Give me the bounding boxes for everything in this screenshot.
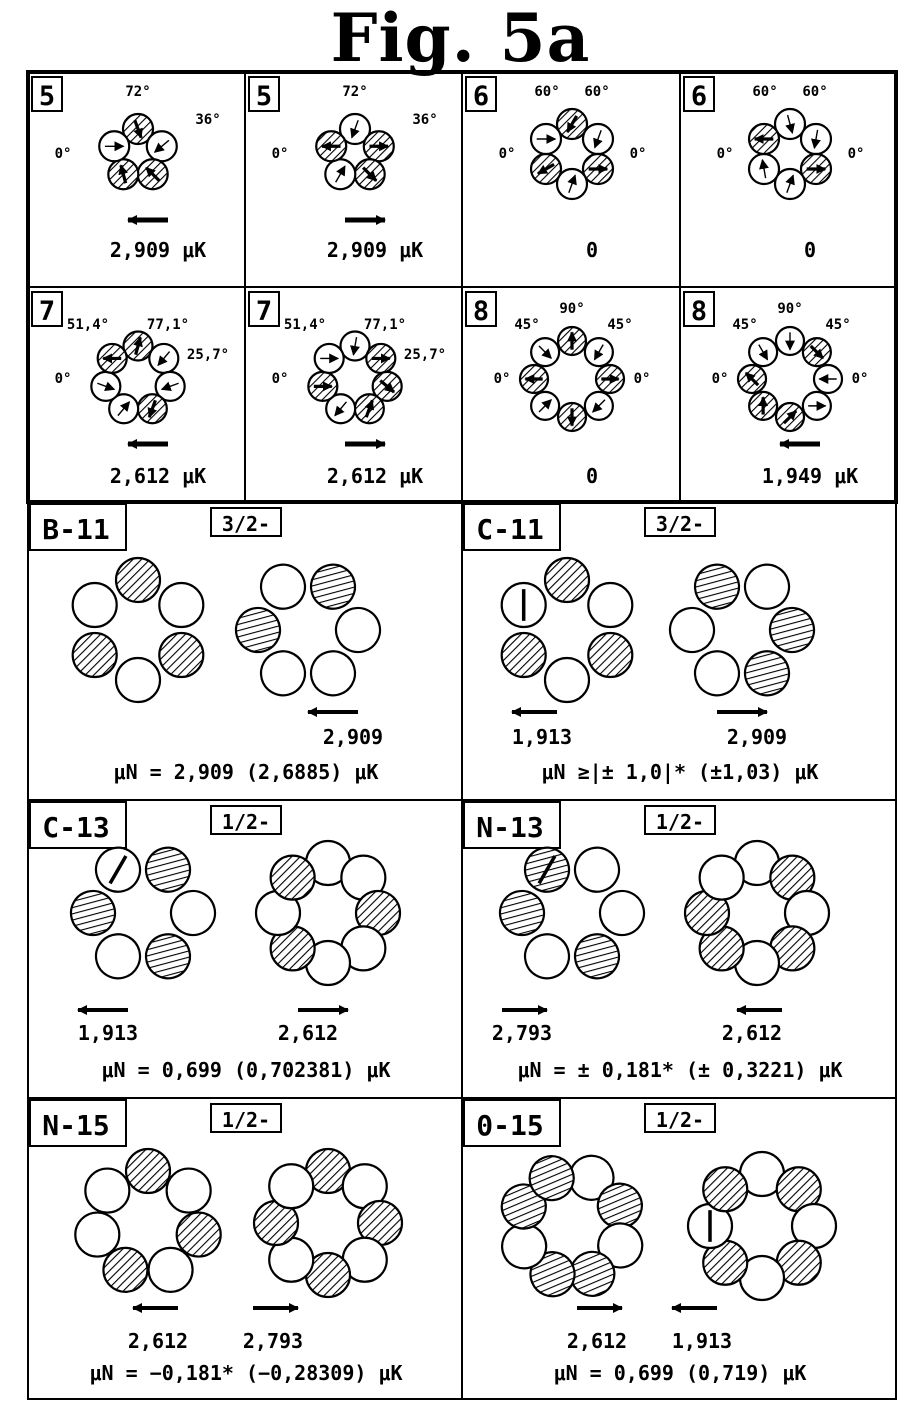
top-panel-7 [684,292,868,488]
moment-value: 1,913 [511,725,573,749]
angle-label: 60° [534,84,560,100]
angle-label: 90° [559,301,585,317]
angle-label: 0° [271,371,289,387]
moment-value: 0 [585,238,599,262]
nucleus-2-cluster-1-ring [256,841,400,985]
moment-value: 2,909 μK [326,238,424,262]
nucleus-1-cluster-0-nucleon-3 [545,658,589,702]
angle-label: 90° [777,301,803,317]
nucleus-panel-0 [30,504,401,784]
nucleon-count: 7 [255,296,273,327]
nucleus-2-cluster-1-nucleon-7 [271,856,315,900]
nucleus-0-cluster-0-nucleon-3 [116,658,160,702]
moment-value: 1,913 [671,1329,733,1353]
nucleus-panel-5 [464,1100,836,1385]
nucleus-0-cluster-0-nucleon-2 [159,633,203,677]
top-panel-3 [684,77,864,262]
nucleus-name: C-11 [476,513,544,546]
figure-title: Fig. 5a [330,0,591,77]
nucleus-1-cluster-0-nucleon-2 [588,633,632,677]
moment-value: 2,612 [277,1021,339,1045]
angle-label: 45° [825,317,851,333]
nucleus-4-cluster-0-nucleon-2 [177,1213,221,1257]
angle-label: 25,7° [403,347,447,363]
angle-label: 72° [342,84,368,100]
nucleon-count: 8 [472,296,490,327]
nucleus-4-cluster-0-nucleon-1 [167,1169,211,1213]
nucleus-4-cluster-0-nucleon-6 [85,1169,129,1213]
spin-parity: 3/2- [221,512,271,536]
top-5-ring [308,332,401,424]
top-1-ring [316,114,394,189]
magnetic-moment-formula: μN = −0,181* (−0,28309) μK [89,1361,403,1385]
angle-label: 60° [584,84,610,100]
nucleus-3-cluster-1-nucleon-7 [700,856,744,900]
angle-label: 0° [847,146,865,162]
nucleus-1-cluster-1-ring [649,535,834,725]
top-panel-0 [32,77,221,262]
moment-value: 2,612 [566,1329,628,1353]
angle-label: 25,7° [186,347,230,363]
magnetic-moment-formula: μN = 0,699 (0,719) μK [553,1361,807,1385]
nucleus-name: N-15 [42,1109,110,1142]
nucleus-0-cluster-0-nucleon-5 [73,583,117,627]
nucleus-4-cluster-0-nucleon-4 [103,1248,147,1292]
nucleus-5-cluster-1-ring [688,1152,836,1300]
nucleus-panel-1 [464,504,835,784]
angle-label: 0° [498,146,516,162]
angle-label: 36° [195,112,221,128]
nucleon-count: 5 [38,81,56,112]
spin-parity: 1/2- [221,810,271,834]
nucleus-5-cluster-0-ring [476,1130,669,1323]
angle-label: 0° [54,146,72,162]
nucleus-0-cluster-0-nucleon-1 [159,583,203,627]
angle-label: 0° [711,371,729,387]
nucleus-1-cluster-0-nucleon-4 [502,633,546,677]
nucleus-panel-3 [464,802,843,1082]
spin-parity: 3/2- [655,512,705,536]
nucleus-name: N-13 [476,811,544,844]
nucleus-name: C-13 [42,811,110,844]
nucleus-4-cluster-0-nucleon-3 [149,1248,193,1292]
angle-label: 45° [607,317,633,333]
nucleus-panel-4 [30,1100,403,1385]
moment-value: 2,612 [721,1021,783,1045]
angle-label: 72° [125,84,151,100]
nucleon-count: 7 [38,296,56,327]
magnetic-moment-formula: μN = 0,699 (0,702381) μK [101,1058,391,1082]
nucleus-4-cluster-0-nucleon-5 [75,1213,119,1257]
angle-label: 0° [493,371,511,387]
moment-value: 2,612 μK [109,464,207,488]
angle-label: 77,1° [146,317,190,333]
moment-value: 2,909 μK [109,238,207,262]
nucleus-0-cluster-0-nucleon-4 [73,633,117,677]
moment-value: 0 [585,464,599,488]
nucleus-name: 0-15 [476,1109,544,1142]
top-0-ring [99,114,177,189]
moment-value: 2,909 [726,725,788,749]
top-6-ring [520,327,624,431]
angle-label: 0° [629,146,647,162]
moment-value: 0 [803,238,817,262]
magnetic-moment-formula: μN ≥|± 1,0|* (±1,03) μK [541,760,819,784]
top-panel-1 [249,77,438,262]
top-panel-2 [466,77,646,262]
top-panel-6 [466,292,650,488]
moment-value: 1,913 [77,1021,139,1045]
angle-label: 0° [54,371,72,387]
nucleus-0-cluster-0-ring [73,558,204,702]
moment-value: 2,793 [491,1021,553,1045]
nucleus-4-cluster-0-ring [75,1149,220,1292]
top-3-ring [749,109,831,199]
moment-value: 2,909 [322,725,384,749]
top-7-ring [738,327,842,431]
nucleus-5-cluster-1-nucleon-7 [703,1167,747,1211]
spin-parity: 1/2- [655,810,705,834]
angle-label: 0° [271,146,289,162]
nucleus-4-cluster-1-nucleon-7 [269,1164,313,1208]
angle-label: 0° [851,371,869,387]
spin-parity: 1/2- [221,1108,271,1132]
top-panel-4 [32,292,229,488]
nucleon-count: 8 [690,296,708,327]
nucleus-3-cluster-1-ring [685,841,829,985]
nucleus-name: B-11 [42,513,110,546]
magnetic-moment-formula: μN = ± 0,181* (± 0,3221) μK [517,1058,843,1082]
nucleus-4-cluster-0-nucleon-0 [126,1149,170,1193]
nucleus-1-cluster-0-ring [502,558,633,702]
angle-label: 45° [732,317,758,333]
moment-value: 2,612 [127,1329,189,1353]
top-panel-5 [249,292,446,488]
angle-label: 45° [514,317,540,333]
top-4-ring [91,332,184,424]
angle-label: 51,4° [66,317,110,333]
nucleus-0-cluster-1-ring [215,535,400,725]
moment-value: 2,793 [242,1329,304,1353]
moment-value: 1,949 μK [761,464,859,488]
nucleus-0-cluster-0-nucleon-0 [116,558,160,602]
nucleon-count: 6 [472,81,490,112]
nucleus-1-cluster-0-nucleon-1 [588,583,632,627]
spin-parity: 1/2- [655,1108,705,1132]
nucleon-count: 6 [690,81,708,112]
angle-label: 77,1° [363,317,407,333]
magnetic-moment-formula: μN = 2,909 (2,6885) μK [113,760,379,784]
angle-label: 0° [633,371,651,387]
nucleon-count: 5 [255,81,273,112]
nucleus-panel-2 [30,802,400,1082]
angle-label: 60° [802,84,828,100]
angle-label: 51,4° [283,317,327,333]
angle-label: 36° [412,112,438,128]
moment-value: 2,612 μK [326,464,424,488]
nucleus-4-cluster-1-ring [254,1149,402,1297]
top-2-ring [531,109,613,199]
angle-label: 60° [752,84,778,100]
angle-label: 0° [716,146,734,162]
nucleus-1-cluster-0-nucleon-0 [545,558,589,602]
